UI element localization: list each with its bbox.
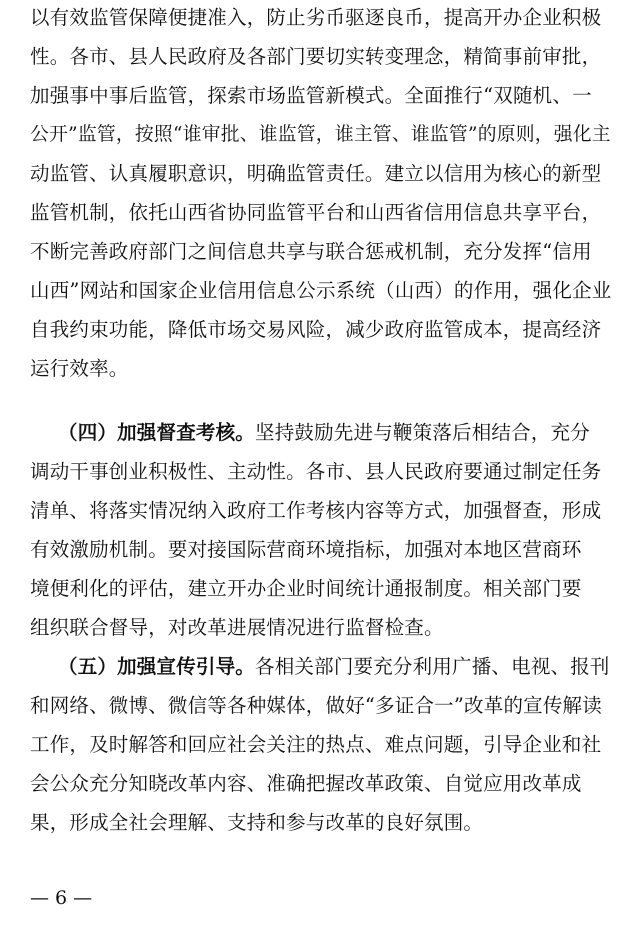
text-line: 以有效监管保障便捷准入，防止劣币驱逐良币，提高开办企业积极	[30, 6, 602, 29]
text-line: 动监管、认真履职意识，明确监管责任。建立以信用为核心的新型	[30, 162, 602, 185]
text-line-first	[58, 421, 590, 445]
section-heading: （五）加强宣传引导。	[58, 655, 256, 678]
text-line: 自我约束功能，降低市场交易风险，减少政府监管成本，提高经济	[30, 318, 602, 341]
text-line: 和网络、微博、微信等各种媒体，做好“多证合一”改革的宣传解读	[30, 694, 602, 717]
text-run: 坚持鼓励先进与鞭策落后相结合，充分	[255, 421, 590, 444]
text-line: 加强事中事后监管，探索市场监管新模式。全面推行“双随机、一	[30, 84, 592, 107]
page-number: — 6 —	[30, 887, 93, 909]
text-line: 运行效率。	[30, 357, 129, 380]
text-line: 监管机制，依托山西省协同监管平台和山西省信用信息共享平台，	[30, 201, 602, 224]
text-run: 各相关部门要充分利用广播、电视、报刊	[255, 655, 610, 678]
section-heading: （四）加强督查考核。	[58, 421, 256, 444]
text-line: 清单、将落实情况纳入政府工作考核内容等方式，加强督查，形成	[30, 499, 602, 522]
text-line: 果，形成全社会理解、支持和参与改革的良好氛围。	[30, 811, 484, 834]
text-line-first	[58, 655, 610, 679]
text-line: 性。各市、县人民政府及各部门要切实转变理念，精简事前审批，	[30, 45, 602, 68]
text-line: 工作，及时解答和回应社会关注的热点、难点问题，引导企业和社	[30, 733, 602, 756]
text-line: 境便利化的评估，建立开办企业时间统计通报制度。相关部门要	[30, 577, 582, 600]
text-line: 组织联合督导，对改革进展情况进行监督检查。	[30, 616, 444, 639]
text-line: 会公众充分知晓改革内容、准确把握改革政策、自觉应用改革成	[30, 772, 582, 795]
text-line: 公开”监管，按照“谁审批、谁监管，谁主管、谁监管”的原则，强化主	[30, 124, 611, 145]
text-line: 有效激励机制。要对接国际营商环境指标，加强对本地区营商环	[30, 538, 582, 561]
text-line: 不断完善政府部门之间信息共享与联合惩戒机制，充分发挥“信用	[30, 240, 592, 263]
text-line: 调动干事创业积极性、主动性。各市、县人民政府要通过制定任务	[30, 460, 602, 483]
text-line: 山西”网站和国家企业信用信息公示系统（山西）的作用，强化企业	[30, 279, 612, 302]
